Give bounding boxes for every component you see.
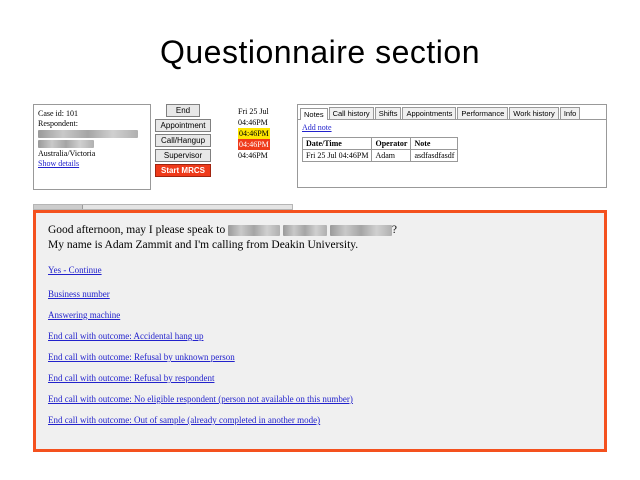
application-screenshot: [33, 104, 607, 452]
option-accidental-hangup[interactable]: End call with outcome: Accidental hang up: [48, 331, 204, 341]
call-hangup-button[interactable]: Call/Hangup: [155, 134, 211, 147]
case-id-label: Case id: 101: [38, 109, 78, 118]
option-answering-machine[interactable]: Answering machine: [48, 310, 121, 320]
tab-strip: [298, 105, 606, 120]
table-row[interactable]: [303, 150, 458, 162]
column-header-datetime: Date/Time: [303, 138, 372, 150]
notes-panel: [297, 104, 607, 188]
script-line-2: My name is Adam Zammit and I'm calling from Deakin University.: [48, 239, 359, 251]
time-1: 04:46PM: [238, 118, 268, 127]
tab-performance[interactable]: Performance: [457, 107, 508, 119]
respondent-name-redacted: [38, 129, 146, 139]
redaction-bar: [330, 225, 392, 236]
table-header-row: [303, 138, 458, 150]
option-business-number[interactable]: Business number: [48, 289, 110, 299]
response-option-list: [48, 265, 592, 425]
tab-shifts[interactable]: Shifts: [375, 107, 402, 119]
option-out-of-sample[interactable]: End call with outcome: Out of sample (already completed in another mode): [48, 415, 321, 425]
option-no-eligible-respondent[interactable]: End call with outcome: No eligible respondent (person not available on this number): [48, 394, 353, 404]
redaction-bar: [38, 130, 138, 138]
cell-datetime: Fri 25 Jul 04:46PM: [303, 150, 372, 162]
questionnaire-script-area: [33, 210, 607, 452]
script-line-1-suffix: ?: [391, 224, 397, 236]
time-column: [238, 106, 294, 161]
tab-work-history[interactable]: Work history: [509, 107, 559, 119]
time-2-highlighted: 04:46PM: [239, 129, 269, 138]
cell-operator: Adam: [372, 150, 411, 162]
notes-table: [302, 137, 458, 162]
tab-appointments[interactable]: Appointments: [402, 107, 456, 119]
show-details-link: [38, 159, 146, 169]
respondent-label: Respondent:: [38, 119, 78, 128]
case-info-panel: [33, 104, 151, 190]
call-controls: [155, 104, 233, 204]
case-location: Australia/Victoria: [38, 149, 96, 158]
redaction-bar: [283, 225, 327, 236]
redaction-bar: [38, 140, 94, 148]
time-date: Fri 25 Jul: [238, 107, 269, 116]
respondent-phone-redacted: [38, 139, 146, 149]
scrollbar-thumb[interactable]: [34, 205, 83, 209]
end-button[interactable]: End: [166, 104, 200, 117]
column-header-note: Note: [411, 138, 458, 150]
option-yes-continue[interactable]: Yes - Continue: [48, 265, 102, 275]
redaction-bar: [228, 225, 280, 236]
column-header-operator: Operator: [372, 138, 411, 150]
script-line-1: [48, 223, 592, 238]
start-mrcs-button[interactable]: Start MRCS: [155, 164, 211, 177]
page-title: Questionnaire section: [159, 34, 480, 70]
show-details-link-text[interactable]: Show details: [38, 159, 80, 168]
add-note-link[interactable]: Add note: [302, 123, 332, 132]
time-3-alert: 04:46PM: [239, 140, 269, 149]
tab-info[interactable]: Info: [560, 107, 581, 119]
script-line-1-prefix: Good afternoon, may I please speak to: [48, 224, 226, 236]
option-refusal-by-respondent[interactable]: End call with outcome: Refusal by respondent: [48, 373, 215, 383]
tab-call-history[interactable]: Call history: [329, 107, 374, 119]
cell-note: asdfasdfasdf: [411, 150, 458, 162]
option-refusal-unknown-person[interactable]: End call with outcome: Refusal by unknown person: [48, 352, 235, 362]
appointment-button[interactable]: Appointment: [155, 119, 211, 132]
top-panel: [33, 104, 607, 209]
notes-body: [298, 120, 606, 165]
supervisor-button[interactable]: Supervisor: [155, 149, 211, 162]
tab-notes[interactable]: Notes: [300, 108, 328, 120]
time-4: 04:46PM: [238, 151, 268, 160]
